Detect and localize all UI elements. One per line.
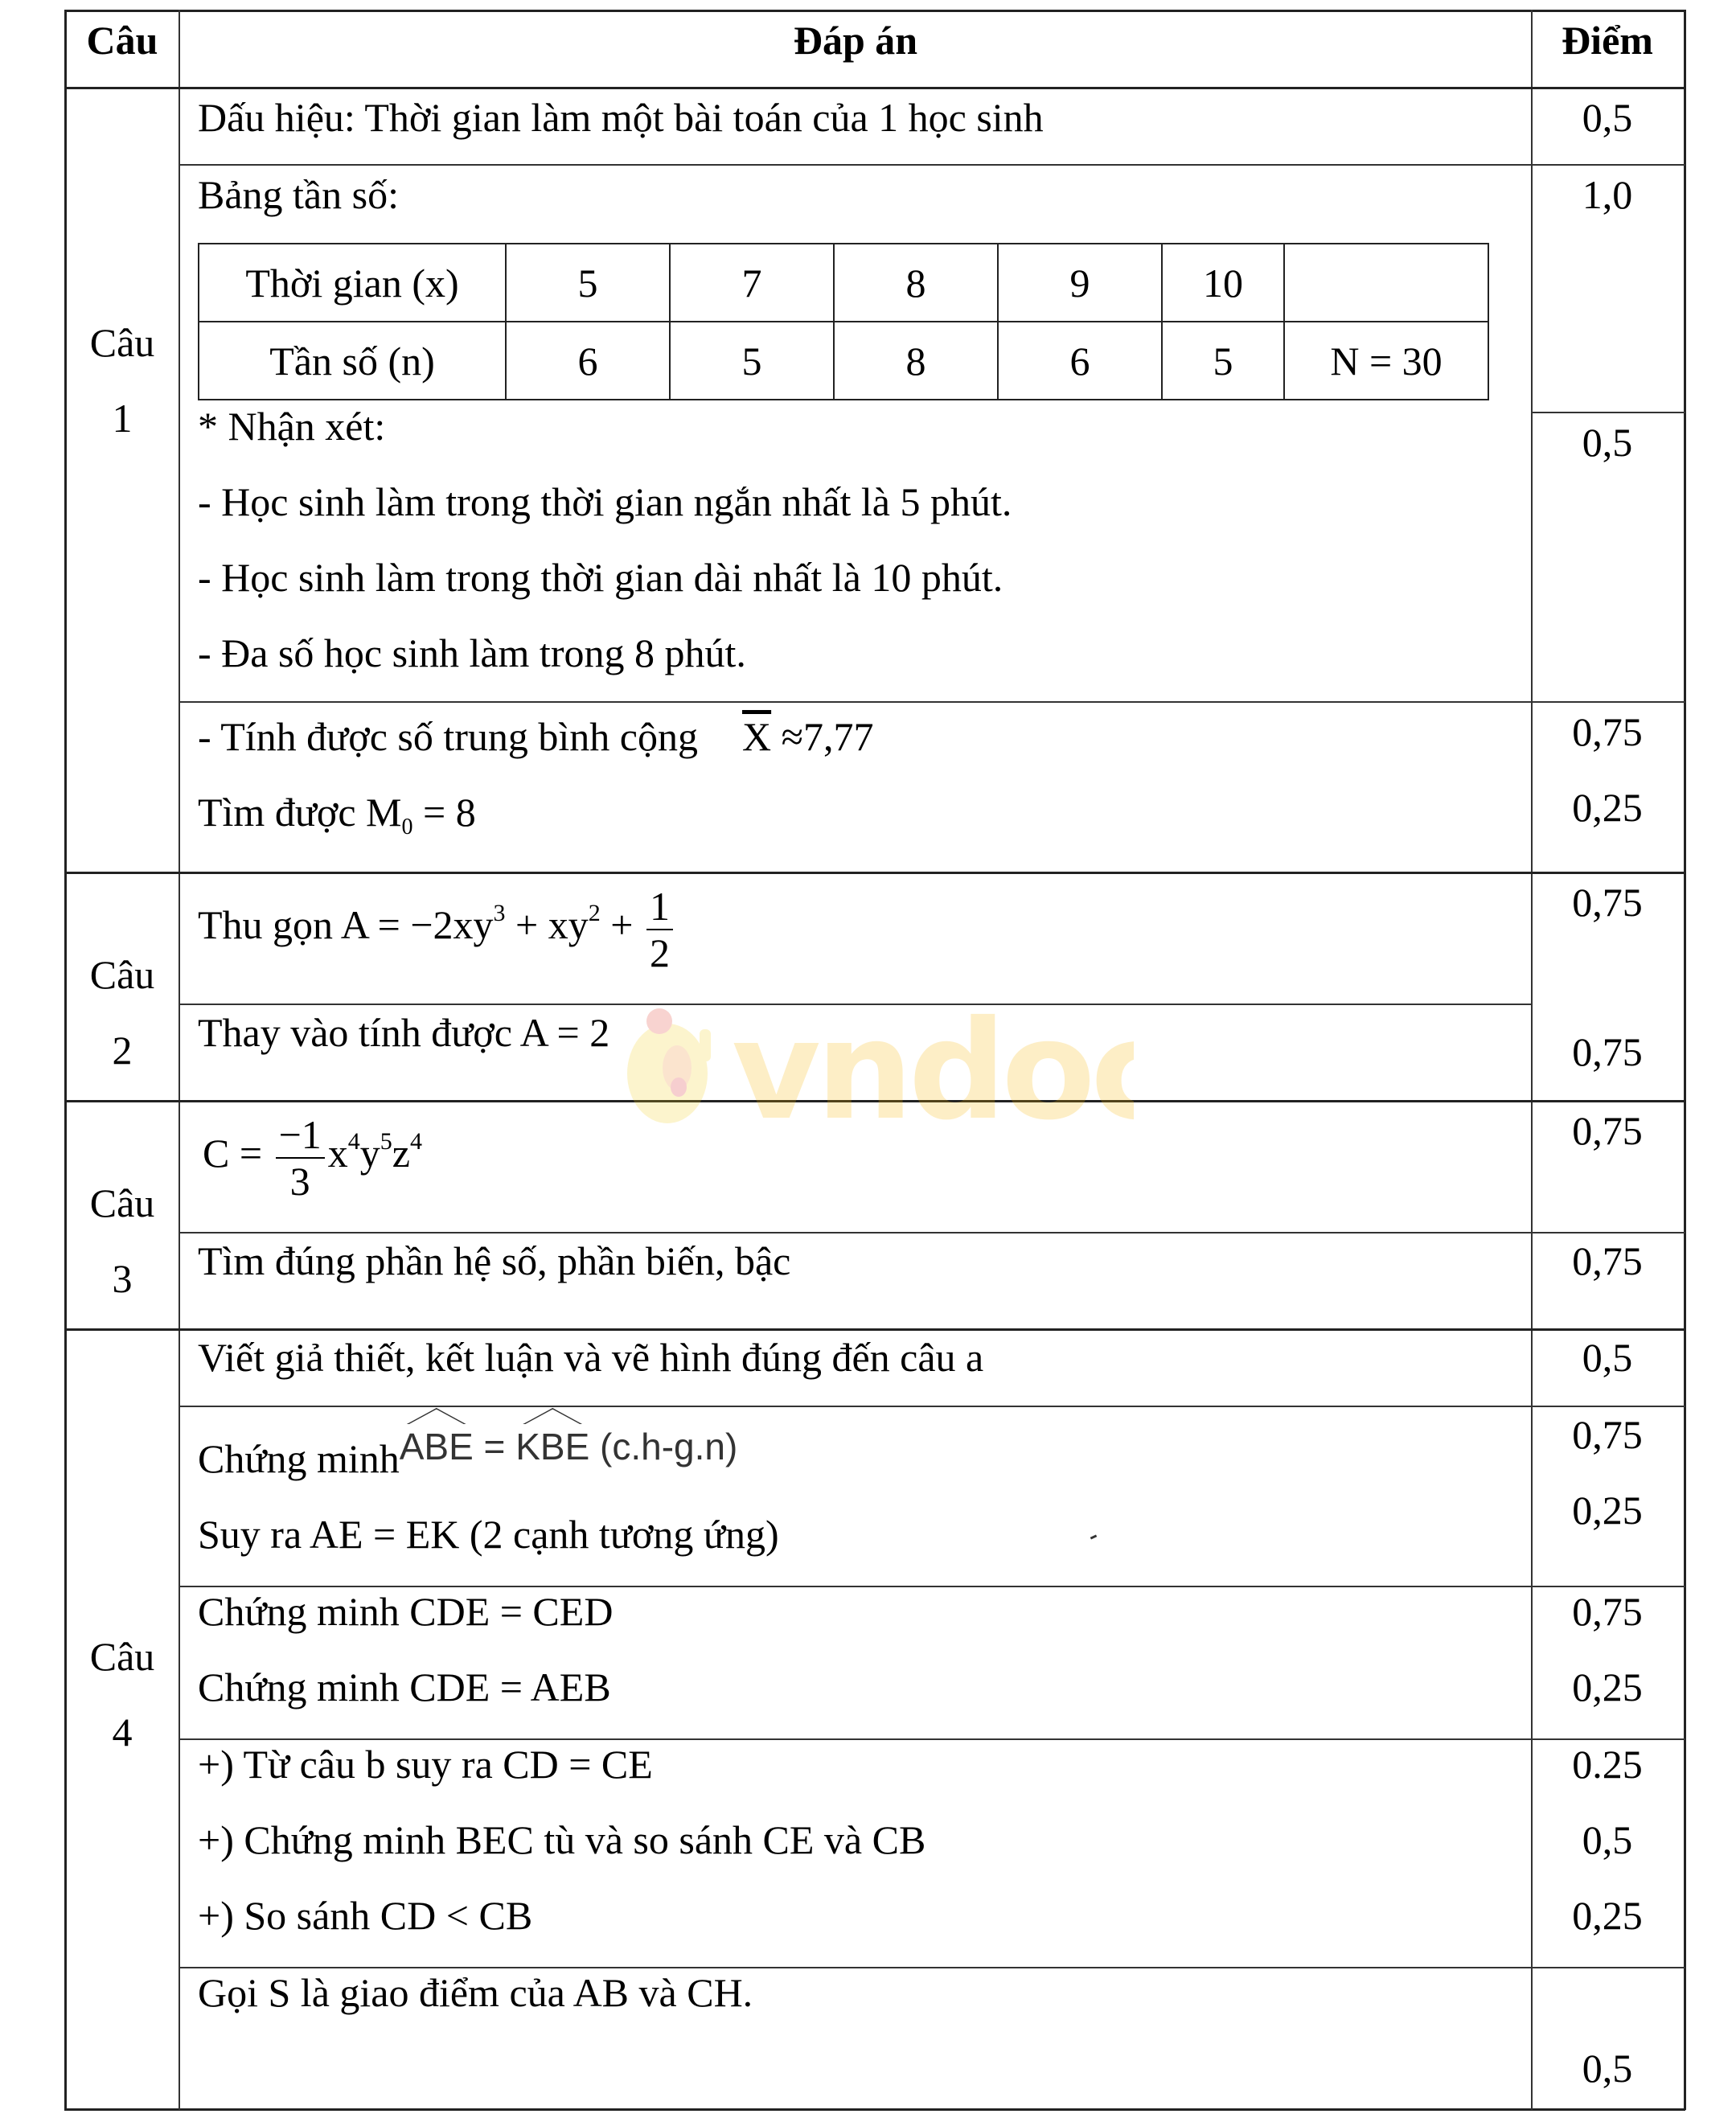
header-score: Điểm [1562, 18, 1653, 63]
compare-cd-cb: +) So sánh CD < CB [198, 1893, 533, 1938]
prove-bec-obtuse: +) Chứng minh BEC tù và so sánh CE và CB [198, 1817, 926, 1862]
cell: 8 [834, 322, 998, 400]
cell [1284, 244, 1488, 322]
score-substitute: 0,75 [1572, 1029, 1643, 1074]
table-border-bottom [64, 2108, 1685, 2111]
nhan-xet-item: - Đa số học sinh làm trong 8 phút. [198, 630, 746, 675]
score-cde-ced: 0,75 [1572, 1589, 1643, 1634]
nhan-xet-title: * Nhận xét: [198, 404, 386, 449]
score-prove-congruent: 0,75 [1572, 1412, 1643, 1457]
row-divider-score-only [1531, 412, 1685, 413]
question-divider [64, 1100, 1685, 1102]
simplify-expression: Thu gọn $A = -2xy^3 + xy^2$ + $\frac{1}{2}$ [198, 880, 676, 975]
row-label: Tần số (n) [199, 322, 506, 400]
nhan-xet-item: - Học sinh làm trong thời gian ngắn nhất là 5 phút. [198, 479, 1012, 524]
fraction: $\frac{-1}{3}$ [276, 1112, 325, 1204]
table-border-right [1684, 10, 1686, 2110]
score-simplify: 0,75 [1572, 880, 1643, 925]
cell: 5 [506, 244, 670, 322]
angle-abe: ABE [400, 1422, 474, 1471]
score-hypothesis: 0,5 [1582, 1335, 1633, 1380]
find-coefficient-text: Tìm đúng phần hệ số, phần biến, bậc [198, 1238, 791, 1283]
frequency-table [198, 243, 1489, 400]
cell: 9 [998, 244, 1162, 322]
cell: 8 [834, 244, 998, 322]
stray-mark [1090, 1534, 1098, 1539]
prove-cde-ced: Chứng minh CDE = CED [198, 1589, 614, 1634]
cell: 5 [670, 322, 834, 400]
hypothesis-text: Viết giả thiết, kết luận và vẽ hình đúng đến câu a [198, 1335, 984, 1380]
intersection-s-text: Gọi S là giao điểm của AB và CH. [198, 1970, 753, 2015]
score-mode: 0,25 [1572, 785, 1643, 830]
row-divider [179, 1004, 1533, 1005]
header-divider [64, 87, 1685, 89]
mean-symbol: $\overline{X}$ [742, 714, 772, 759]
svg-text:vndoc: vndoc [732, 997, 1134, 1142]
prove-congruent-line: Chứng minhABE = KBE (c.h-g.n) [198, 1435, 737, 1484]
score-bec-obtuse: 0,5 [1582, 1817, 1633, 1862]
header-question: Câu [86, 18, 158, 63]
row-label: Thời gian (x) [199, 244, 506, 322]
row-divider [179, 1406, 1685, 1407]
score-intersection: 0,5 [1582, 2046, 1633, 2091]
table-border-top [64, 10, 1685, 12]
score-deduce: 0,25 [1572, 1488, 1643, 1533]
header-answer: Đáp án [793, 18, 918, 63]
question-divider [64, 1328, 1685, 1331]
question-label-3: Câu 3 [89, 1180, 155, 1301]
question-label-4: Câu 4 [89, 1634, 155, 1755]
substitute-text: Thay vào tính được A = 2 [198, 1010, 610, 1055]
score-nhan-xet: 0,5 [1582, 420, 1633, 465]
deduce-text: Suy ra AE = EK (2 cạnh tương ứng) [198, 1512, 779, 1557]
cell: 10 [1162, 244, 1284, 322]
chick-mascot-icon [619, 997, 1134, 1142]
question-label-2: Câu 2 [89, 952, 155, 1073]
vndoc-watermark [619, 997, 1134, 1142]
column-divider-question [179, 10, 180, 2110]
score-find-coefficient: 0,75 [1572, 1238, 1643, 1283]
row-divider [179, 701, 1685, 703]
nhan-xet-item: - Học sinh làm trong thời gian dài nhất là 10 phút. [198, 555, 1003, 600]
row-divider [179, 1232, 1685, 1233]
angle-kbe: KBE [515, 1422, 589, 1471]
fraction: $\frac{1}{2}$ [646, 884, 673, 975]
score-frequency-table: 1,0 [1582, 172, 1633, 217]
monomial-c: C = $\frac{-1}{3}$ $x^4y^5z^4$ [203, 1111, 422, 1204]
frequency-row-count [199, 322, 1488, 400]
score-cde-aeb: 0,25 [1572, 1664, 1643, 1710]
question-divider [64, 872, 1685, 874]
score-monomial: 0,75 [1572, 1108, 1643, 1153]
frequency-table-title: Bảng tần số: [198, 172, 399, 217]
score-compare: 0,25 [1572, 1893, 1643, 1938]
score-mean: 0,75 [1572, 709, 1643, 754]
cell: 7 [670, 244, 834, 322]
score-from-part-b: 0.25 [1572, 1742, 1643, 1787]
mean-line: - Tính được số trung bình cộng $\overline{X} \approx 7,77$ [198, 714, 874, 759]
cell: 5 [1162, 322, 1284, 400]
cell: 6 [506, 322, 670, 400]
score-dau-hieu: 0,5 [1582, 95, 1633, 140]
row-divider [179, 164, 1685, 166]
from-part-b: +) Từ câu b suy ra CD = CE [198, 1742, 653, 1787]
cell-total: N = 30 [1284, 322, 1488, 400]
frequency-row-time [199, 244, 1488, 322]
question-label-1: Câu 1 [89, 320, 155, 441]
prove-cde-aeb: Chứng minh CDE = AEB [198, 1664, 611, 1710]
cell: 6 [998, 322, 1162, 400]
mode-line: Tìm được $M_0 = 8$ [198, 790, 476, 839]
dau-hieu-text: Dấu hiệu: Thời gian làm một bài toán của 1 học sinh [198, 95, 1044, 140]
